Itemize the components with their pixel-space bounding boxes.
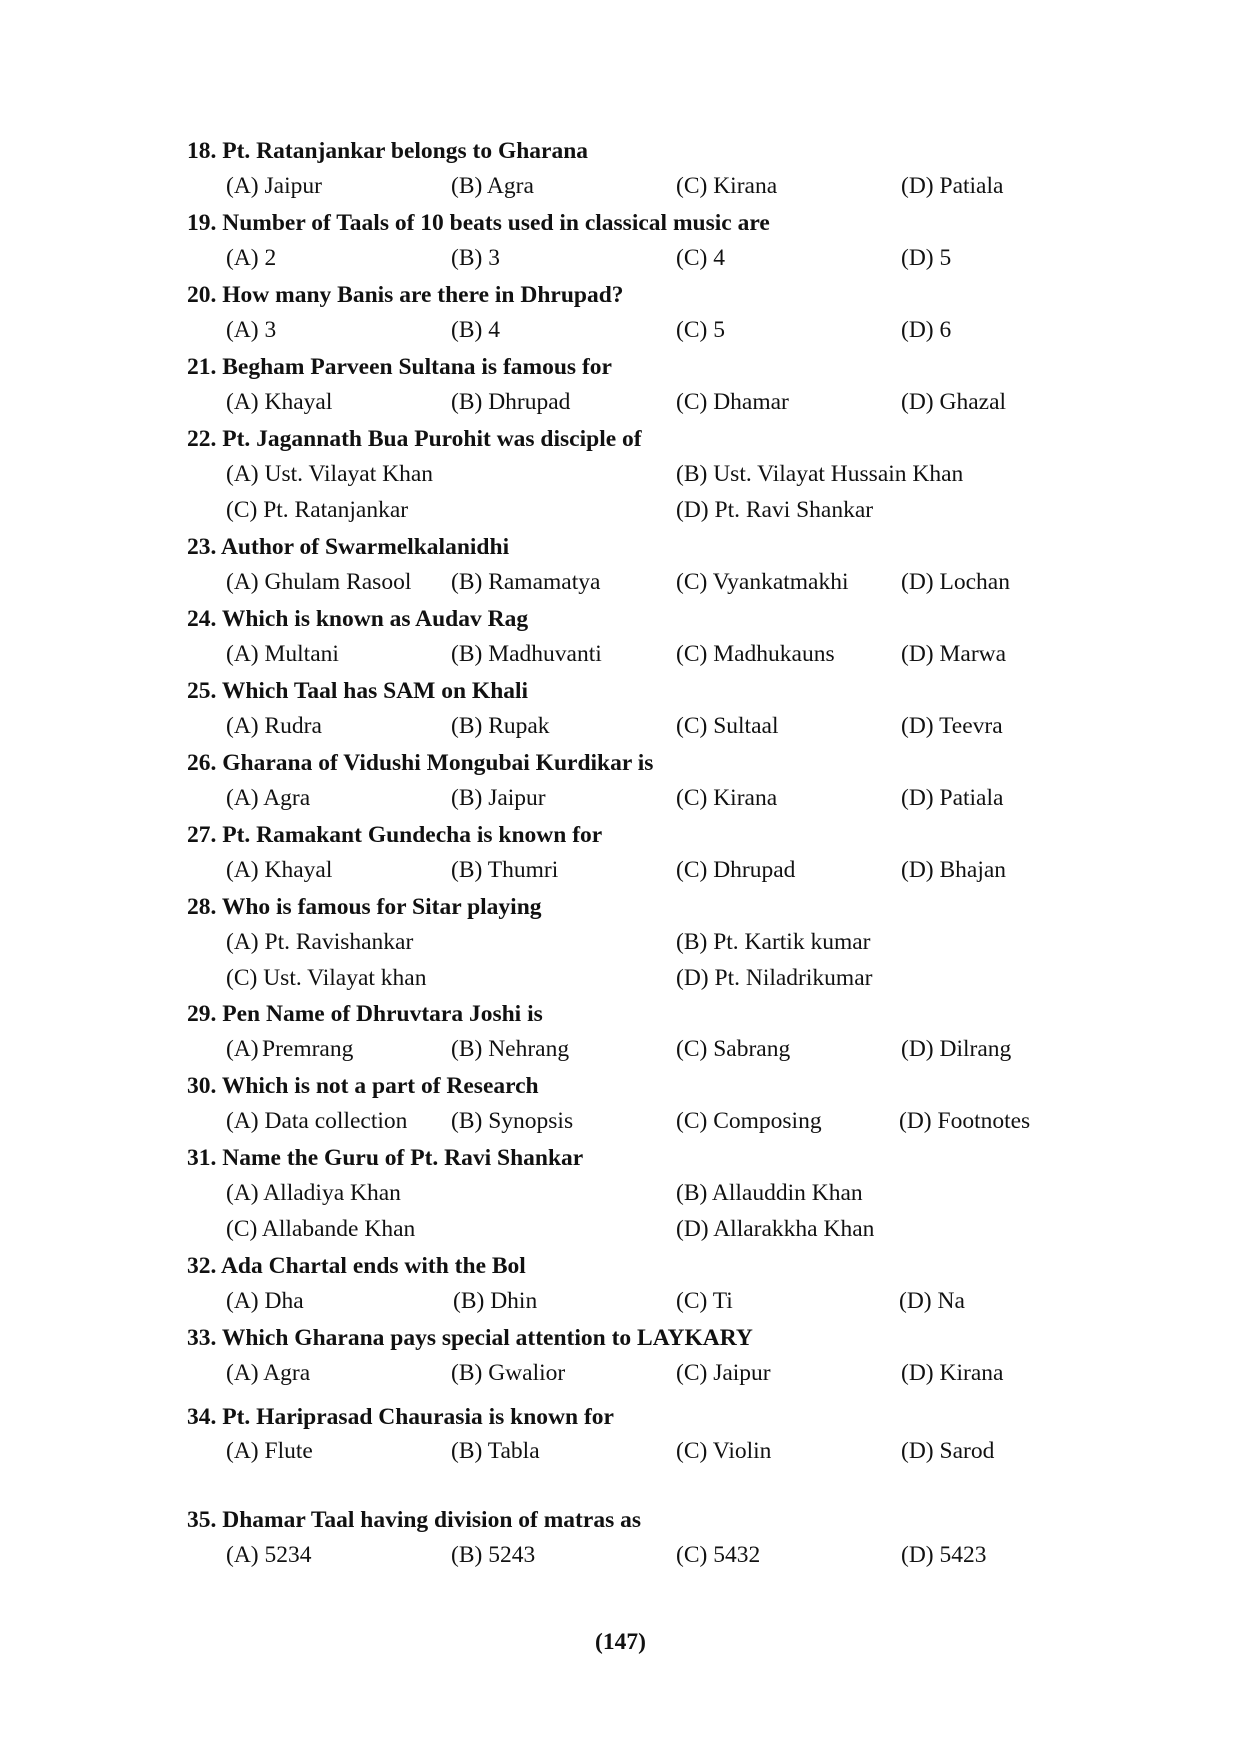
q29-option-b: (B) Nehrang — [451, 1036, 570, 1062]
q26-option-a: (A) Agra — [226, 785, 311, 811]
question-25: 25. Which Taal has SAM on Khali — [187, 678, 529, 704]
q21-option-c: (C) Dhamar — [676, 389, 789, 415]
question-22: 22. Pt. Jagannath Bua Purohit was disciple of — [187, 426, 642, 452]
question-29: 29. Pen Name of Dhruvtara Joshi is — [187, 1001, 543, 1027]
q32-option-a: (A) Dha — [226, 1288, 304, 1314]
q24-option-c: (C) Madhukauns — [676, 641, 835, 667]
q22-option-a: (A) Ust. Vilayat Khan — [226, 461, 434, 487]
q25-option-b: (B) Rupak — [451, 713, 550, 739]
q34-option-c: (C) Violin — [676, 1438, 772, 1464]
question-24: 24. Which is known as Audav Rag — [187, 606, 529, 632]
q18-option-c: (C) Kirana — [676, 173, 778, 199]
q30-option-c: (C) Composing — [676, 1108, 822, 1134]
q26-option-b: (B) Jaipur — [451, 785, 546, 811]
question-19: 19. Number of Taals of 10 beats used in classical music are — [187, 210, 770, 236]
question-18: 18. Pt. Ratanjankar belongs to Gharana — [187, 138, 589, 164]
q29-option-a-letter: (A) — [226, 1036, 259, 1062]
q34-option-a: (A) Flute — [226, 1438, 313, 1464]
q30-option-b: (B) Synopsis — [451, 1108, 574, 1134]
q30-option-d: (D) Footnotes — [899, 1108, 1031, 1134]
q21-option-b: (B) Dhrupad — [451, 389, 571, 415]
q25-option-d: (D) Teevra — [901, 713, 1003, 739]
q27-option-c: (C) Dhrupad — [676, 857, 796, 883]
question-28: 28. Who is famous for Sitar playing — [187, 894, 542, 920]
q23-option-a: (A) Ghulam Rasool — [226, 569, 412, 595]
q22-option-d: (D) Pt. Ravi Shankar — [676, 497, 874, 523]
q31-option-c: (C) Allabande Khan — [226, 1216, 416, 1242]
q24-option-a: (A) Multani — [226, 641, 339, 667]
question-33: 33. Which Gharana pays special attention to LAYKARY — [187, 1325, 753, 1351]
q21-option-a: (A) Khayal — [226, 389, 333, 415]
question-34: 34. Pt. Hariprasad Chaurasia is known for — [187, 1404, 614, 1430]
q18-option-a: (A) Jaipur — [226, 173, 322, 199]
q24-option-b: (B) Madhuvanti — [451, 641, 602, 667]
q33-option-c: (C) Jaipur — [676, 1360, 771, 1386]
question-30: 30. Which is not a part of Research — [187, 1073, 539, 1099]
q35-option-c: (C) 5432 — [676, 1542, 761, 1568]
q18-option-b: (B) Agra — [451, 173, 534, 199]
q29-option-c: (C) Sabrang — [676, 1036, 791, 1062]
q24-option-d: (D) Marwa — [901, 641, 1007, 667]
q25-option-c: (C) Sultaal — [676, 713, 779, 739]
q32-option-b: (B) Dhin — [453, 1288, 538, 1314]
q23-option-c: (C) Vyankatmakhi — [676, 569, 849, 595]
q20-option-c: (C) 5 — [676, 317, 725, 343]
page-number: (147) — [595, 1629, 646, 1655]
q32-option-d: (D) Na — [899, 1288, 965, 1314]
question-26: 26. Gharana of Vidushi Mongubai Kurdikar is — [187, 750, 654, 776]
q19-option-a: (A) 2 — [226, 245, 277, 271]
q21-option-d: (D) Ghazal — [901, 389, 1007, 415]
q35-option-a: (A) 5234 — [226, 1542, 312, 1568]
q20-option-a: (A) 3 — [226, 317, 277, 343]
q35-option-b: (B) 5243 — [451, 1542, 536, 1568]
q29-option-d: (D) Dilrang — [901, 1036, 1012, 1062]
q30-option-a: (A) Data collection — [226, 1108, 408, 1134]
q26-option-d: (D) Patiala — [901, 785, 1004, 811]
q29-option-a-text: Premrang — [262, 1036, 354, 1062]
question-31: 31. Name the Guru of Pt. Ravi Shankar — [187, 1145, 584, 1171]
question-21: 21. Begham Parveen Sultana is famous for — [187, 354, 612, 380]
question-23: 23. Author of Swarmelkalanidhi — [187, 534, 510, 560]
q35-option-d: (D) 5423 — [901, 1542, 987, 1568]
q28-option-b: (B) Pt. Kartik kumar — [676, 929, 871, 955]
q31-option-b: (B) Allauddin Khan — [676, 1180, 863, 1206]
q20-option-b: (B) 4 — [451, 317, 500, 343]
q18-option-d: (D) Patiala — [901, 173, 1004, 199]
q22-option-c: (C) Pt. Ratanjankar — [226, 497, 409, 523]
q23-option-b: (B) Ramamatya — [451, 569, 601, 595]
q33-option-d: (D) Kirana — [901, 1360, 1004, 1386]
q22-option-b: (B) Ust. Vilayat Hussain Khan — [676, 461, 964, 487]
question-20: 20. How many Banis are there in Dhrupad? — [187, 282, 624, 308]
q31-option-a: (A) Alladiya Khan — [226, 1180, 401, 1206]
q27-option-a: (A) Khayal — [226, 857, 333, 883]
q23-option-d: (D) Lochan — [901, 569, 1010, 595]
q34-option-d: (D) Sarod — [901, 1438, 995, 1464]
q26-option-c: (C) Kirana — [676, 785, 778, 811]
question-32: 32. Ada Chartal ends with the Bol — [187, 1253, 526, 1279]
q19-option-b: (B) 3 — [451, 245, 500, 271]
q28-option-a: (A) Pt. Ravishankar — [226, 929, 414, 955]
q34-option-b: (B) Tabla — [451, 1438, 540, 1464]
q19-option-d: (D) 5 — [901, 245, 952, 271]
q32-option-c: (C) Ti — [676, 1288, 733, 1314]
q25-option-a: (A) Rudra — [226, 713, 322, 739]
q31-option-d: (D) Allarakkha Khan — [676, 1216, 875, 1242]
q20-option-d: (D) 6 — [901, 317, 952, 343]
q19-option-c: (C) 4 — [676, 245, 725, 271]
q27-option-b: (B) Thumri — [451, 857, 559, 883]
question-35: 35. Dhamar Taal having division of matras as — [187, 1507, 641, 1533]
question-27: 27. Pt. Ramakant Gundecha is known for — [187, 822, 603, 848]
q28-option-c: (C) Ust. Vilayat khan — [226, 965, 427, 991]
q33-option-b: (B) Gwalior — [451, 1360, 566, 1386]
q27-option-d: (D) Bhajan — [901, 857, 1007, 883]
q33-option-a: (A) Agra — [226, 1360, 311, 1386]
q28-option-d: (D) Pt. Niladrikumar — [676, 965, 873, 991]
